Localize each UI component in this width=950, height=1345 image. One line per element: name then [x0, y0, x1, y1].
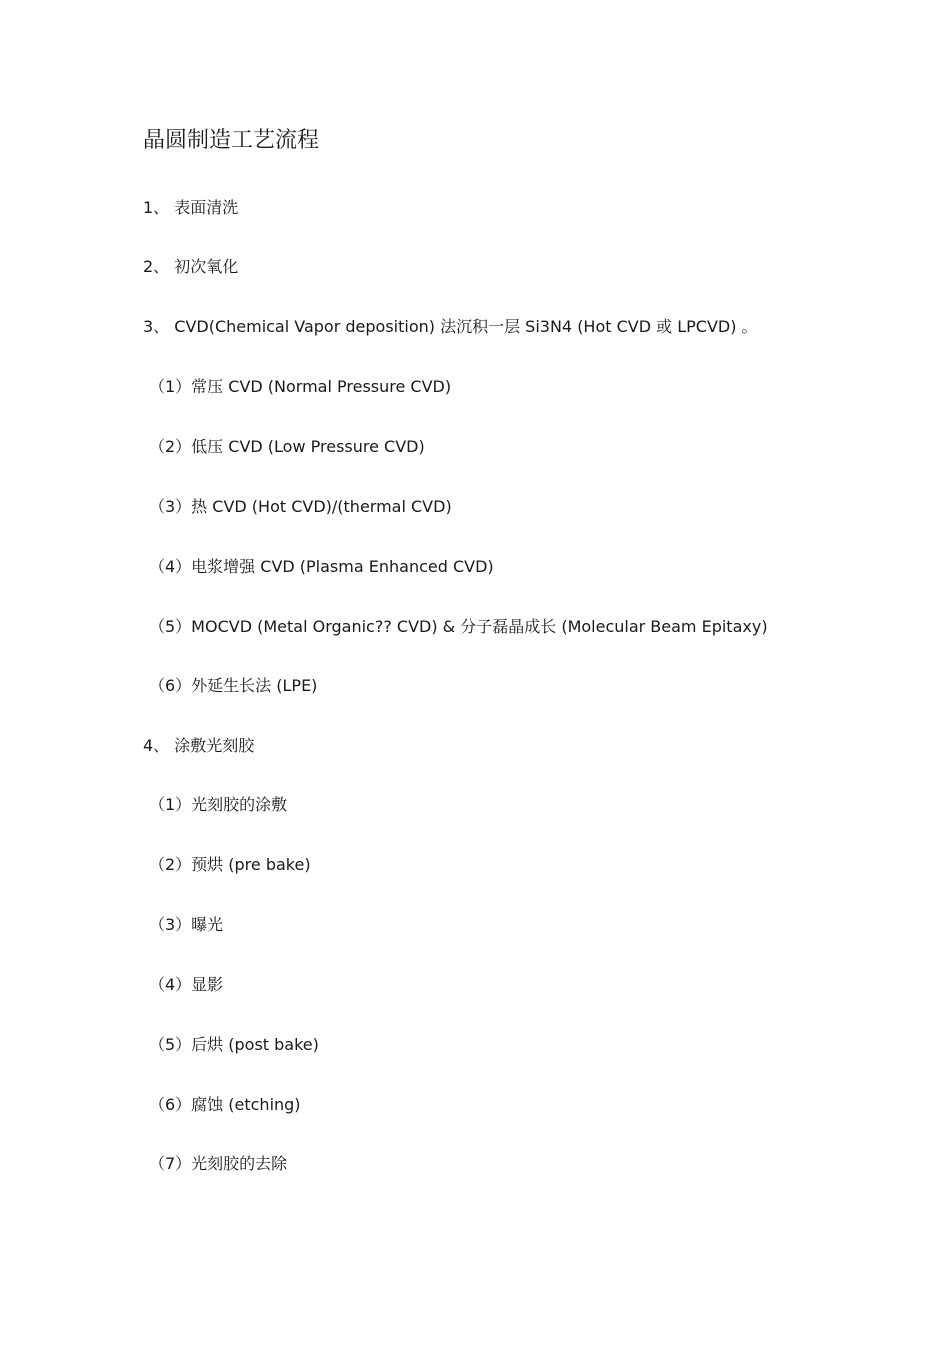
sub-list-item: （3）曝光 [149, 915, 224, 934]
sub-list-item: （6）外延生长法 (LPE) [149, 676, 318, 695]
sub-list-item: （2）预烘 (pre bake) [149, 855, 311, 874]
sub-list-item: （4）电浆增强 CVD (Plasma Enhanced CVD) [149, 557, 494, 576]
list-item: 2、 初次氧化 [143, 257, 239, 276]
sub-list-item: （1）光刻胶的涂敷 [149, 795, 288, 814]
sub-list-item: （7）光刻胶的去除 [149, 1154, 288, 1173]
sub-list-item: （4）显影 [149, 975, 224, 994]
list-item: 4、 涂敷光刻胶 [143, 736, 255, 755]
sub-list-item: （1）常压 CVD (Normal Pressure CVD) [149, 377, 452, 396]
sub-list-item: （3）热 CVD (Hot CVD)/(thermal CVD) [149, 497, 452, 516]
sub-list-item: （5）后烘 (post bake) [149, 1035, 319, 1054]
sub-list-item: （5）MOCVD (Metal Organic?? CVD) & 分子磊晶成长 (Molecular Beam Epitaxy) [149, 617, 768, 636]
list-item: 3、 CVD(Chemical Vapor deposition) 法沉积一层 Si3N4 (Hot CVD 或 LPCVD) 。 [143, 317, 758, 336]
list-item: 1、 表面清洗 [143, 198, 239, 217]
page-title: 晶圆制造工艺流程 [143, 128, 320, 153]
sub-list-item: （6）腐蚀 (etching) [149, 1095, 301, 1114]
sub-list-item: （2）低压 CVD (Low Pressure CVD) [149, 437, 425, 456]
